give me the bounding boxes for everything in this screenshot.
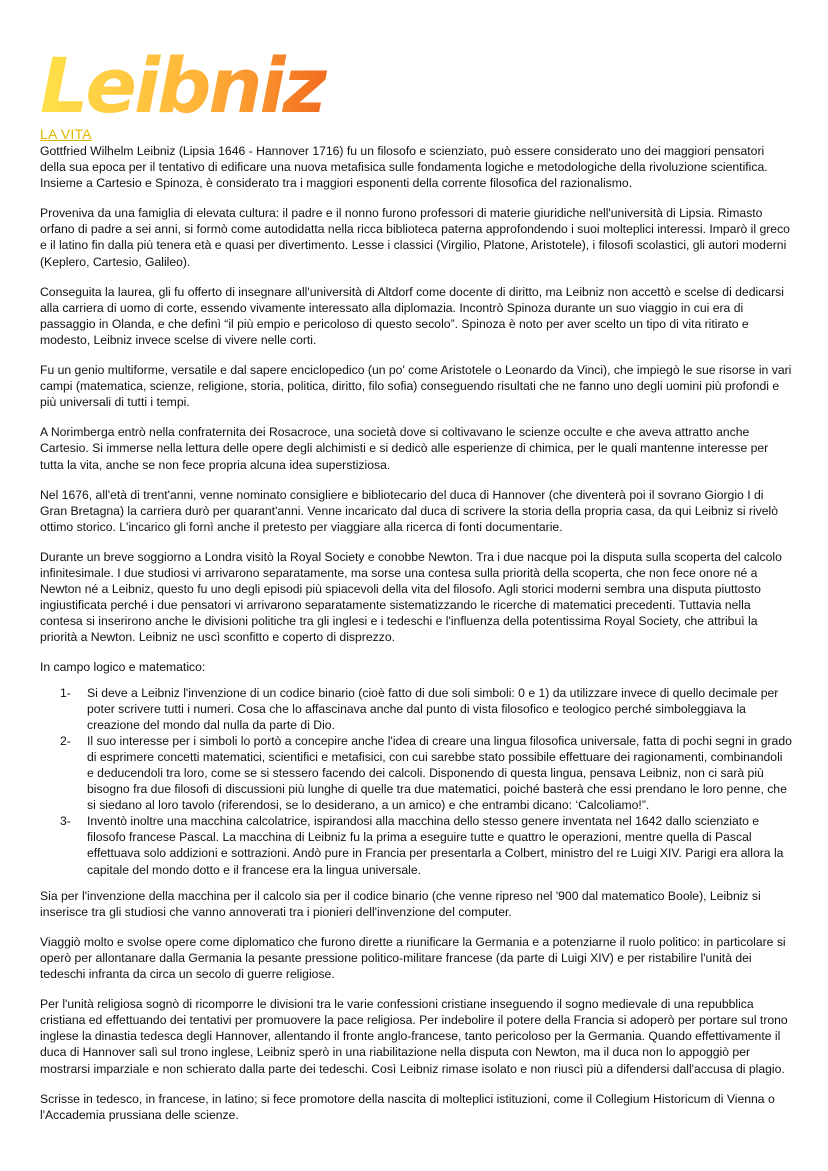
paragraph-computer: Sia per l'invenzione della macchina per il calcolo sia per il codice binario (che venne ripreso nel '900 dal matematico Boole), Leibniz si inserisce tra gli studiosi che vanno annoverati tra i pionieri dell'invenzione del computer. bbox=[40, 888, 761, 919]
list-item bbox=[60, 685, 792, 733]
leibniz-logo-graphic bbox=[36, 30, 324, 130]
list-item-number: 2- bbox=[60, 733, 71, 748]
paragraph-newton: Durante un breve soggiorno a Londra visitò la Royal Society e conobbe Newton. Tra i due nacque poi la disputa sulla scoperta del calcolo infinitesimale. I due studiosi vi arrivarono separatamente, ma sorse una contesa sulla priorità della scoperta, che non fece onore né a Newton né a Leibniz, questo fu uno degli episodi più spiacevoli della vita del filosofo. Agli storici moderni sembra una disputa piuttosto ingiustificata perché i due pensatori vi arrivarono separatamente sistematizzando le ricerche di matematici precedenti. Tuttavia nella contesa si inserirono anche le divisioni politiche tra gli inglesi e i tedeschi e l'influenza della potentissima Royal Society, che attribuì la priorità a Newton. Leibniz ne uscì sconfitto e coperto di disprezzo. bbox=[40, 549, 782, 645]
paragraph-diplomacy: Viaggiò molto e svolse opere come diplomatico che furono dirette a riunificare la Germania e a potenziarne il ruolo politico: in particolare si operò per allontanare dalla Germania la pesante pressione politico-militare francese (da parte di Luigi XIV) e per ristabilire l'unità dei tedeschi infranta da circa un secolo di guerre religiose. bbox=[40, 934, 786, 982]
list-item bbox=[60, 733, 792, 813]
numbered-list bbox=[40, 685, 792, 878]
paragraph-intro: Gottfried Wilhelm Leibniz (Lipsia 1646 - Hannover 1716) fu un filosofo e scienziato, può essere considerato uno dei maggiori pensatori della sua epoca per il tentativo di edificare una nuova metafisica sulle fondamenta logiche e metodologiche della rivoluzione scientifica. Insieme a Cartesio e Spinoza, è considerato tra i maggiori esponenti della corrente filosofica del razionalismo. bbox=[40, 144, 768, 191]
list-item-number: 1- bbox=[60, 685, 71, 700]
document-page bbox=[40, 30, 792, 1137]
list-intro: In campo logico e matematico: bbox=[40, 660, 206, 675]
list-item-number: 3- bbox=[60, 814, 71, 829]
list-item bbox=[60, 813, 792, 877]
paragraph-career: Conseguita la laurea, gli fu offerto di insegnare all'università di Altdorf come docente di diritto, ma Leibniz non accettò e scelse di dedicarsi alla carriera di uomo di corte, essendo vivamente interessato alla diplomazia. Incontrò Spinoza durante un suo viaggio in cui era di passaggio in Olanda, e che definì “il più empio e pericoloso di questo secolo”. Spinoza è noto per aver scelto un tipo di vita ritirato e modesto, Leibniz invece scelse di vivere nelle corti. bbox=[40, 284, 784, 347]
logo-text: Leibniz bbox=[40, 41, 324, 130]
paragraph-rosacroce: A Norimberga entrò nella confraternita dei Rosacroce, una società dove si coltivavano le scienze occulte e che aveva attratto anche Cartesio. Si immerse nella lettura delle opere degli alchimisti e si dedicò alle esperienze di chimica, per le quali mantenne interesse per tutta la vita, anche se non fece propria alcuna idea superstiziosa. bbox=[40, 425, 769, 472]
list-item-text: Il suo interesse per i simboli lo portò a concepire anche l'idea di creare una lingua filosofica universale, fatta di pochi segni in grado di esprimere concetti matematici, scientifici e metafisici, con cui sarebbe stato possibile effettuare dei ragionamenti, combinandoli e deducendoli tra loro, come se si stessero facendo dei calcoli. Disponendo di questa lingua, pensava Leibniz, non ci sarà più bisogno fra due filosofi di discussioni più lunghe di quelle tra due matematici, poiché basterà che essi prendano le loro penne, che si siedano al loro tavolo (riferendosi, se lo desiderano, a un amico) e che entrambi dicano: ‘Calcoliamo!”. bbox=[87, 733, 792, 813]
section-title: LA VITA bbox=[40, 126, 92, 142]
list-item-text: Si deve a Leibniz l'invenzione di un codice binario (cioè fatto di due soli simboli: 0 e 1) da utilizzare invece di quello decimale per poter scrivere tutti i numeri. Cosa che lo affascinava anche dal punto di vista filosofico e teologico perché simboleggiava la creazione del mondo dal nulla da parte di Dio. bbox=[87, 685, 779, 732]
paragraph-genius: Fu un genio multiforme, versatile e dal sapere enciclopedico (un po' come Aristotele o Leonardo da Vinci), che impiegò le sue risorse in vari campi (matematica, scienze, religione, storia, politica, diritto, filo sofia) conseguendo risultati che ne fanno uno degli uomini più profondi e più universali di tutti i tempi. bbox=[40, 363, 792, 410]
paragraph-writings: Scrisse in tedesco, in francese, in latino; si fece promotore della nascita di molteplici istituzioni, come il Collegium Historicum di Vienna o l'Accademia prussiana delle scienze. bbox=[40, 1091, 775, 1122]
paragraph-hannover: Nel 1676, all'età di trent'anni, venne nominato consigliere e bibliotecario del duca di Hannover (che diventerà poi il sovrano Giorgio I di Gran Bretagna) la carriera durò per quarant'anni. Venne incaricato dal duca di scrivere la storia della propria casa, da qui Leibniz si rivelò ottimo storico. L'incarico gli fornì anche il pretesto per viaggiare alla ricerca di fonti documentarie. bbox=[40, 487, 779, 534]
list-item-text: Inventò inoltre una macchina calcolatrice, ispirandosi alla macchina dello stesso genere inventata nel 1642 dallo scienziato e filosofo francese Pascal. La macchina di Leibniz fu la prima a eseguire tutte e quattro le operazioni, mentre quella di Pascal effettuava solo addizioni e sottrazioni. Andò pure in Francia per presentarla a Colbert, ministro del re Luigi XIV. Parigi era allora la capitale del mondo dotto e il francese era la lingua universale. bbox=[87, 814, 784, 877]
paragraph-family: Proveniva da una famiglia di elevata cultura: il padre e il nonno furono professori di materie giuridiche nell'università di Lipsia. Rimasto orfano di padre a sei anni, si formò come autodidatta nella ricca biblioteca paterna approfondendo i suoi molteplici interessi. Imparò il greco e il latino fin dalla più tenera età e quasi per divertimento. Lesse i classici (Virgilio, Platone, Aristotele), i filosofi scolastici, gli autori moderni (Keplero, Cartesio, Galileo). bbox=[40, 206, 790, 269]
paragraph-religion: Per l'unità religiosa sognò di ricomporre le divisioni tra le varie confessioni cristiane inseguendo il sogno medievale di una repubblica cristiana ed effettuando dei tentativi per promuovere la pace religiosa. Per indebolire il potere della Francia si adoperò per portare sul trono inglese la dinastia tedesca degli Hannover, allentando il fronte anglo-francese, tanto pericoloso per la Germania. Quando effettivamente il duca di Hannover salì sul trono inglese, Leibniz sperò in una riabilitazione nella disputa con Newton, ma il duca non lo appoggiò per mostrarsi imparziale e non schierato dalla parte dei tedeschi. Così Leibniz rimase isolato e non riuscì più a difendersi dall'accusa di plagio. bbox=[40, 997, 788, 1076]
leibniz-logo bbox=[40, 30, 792, 130]
